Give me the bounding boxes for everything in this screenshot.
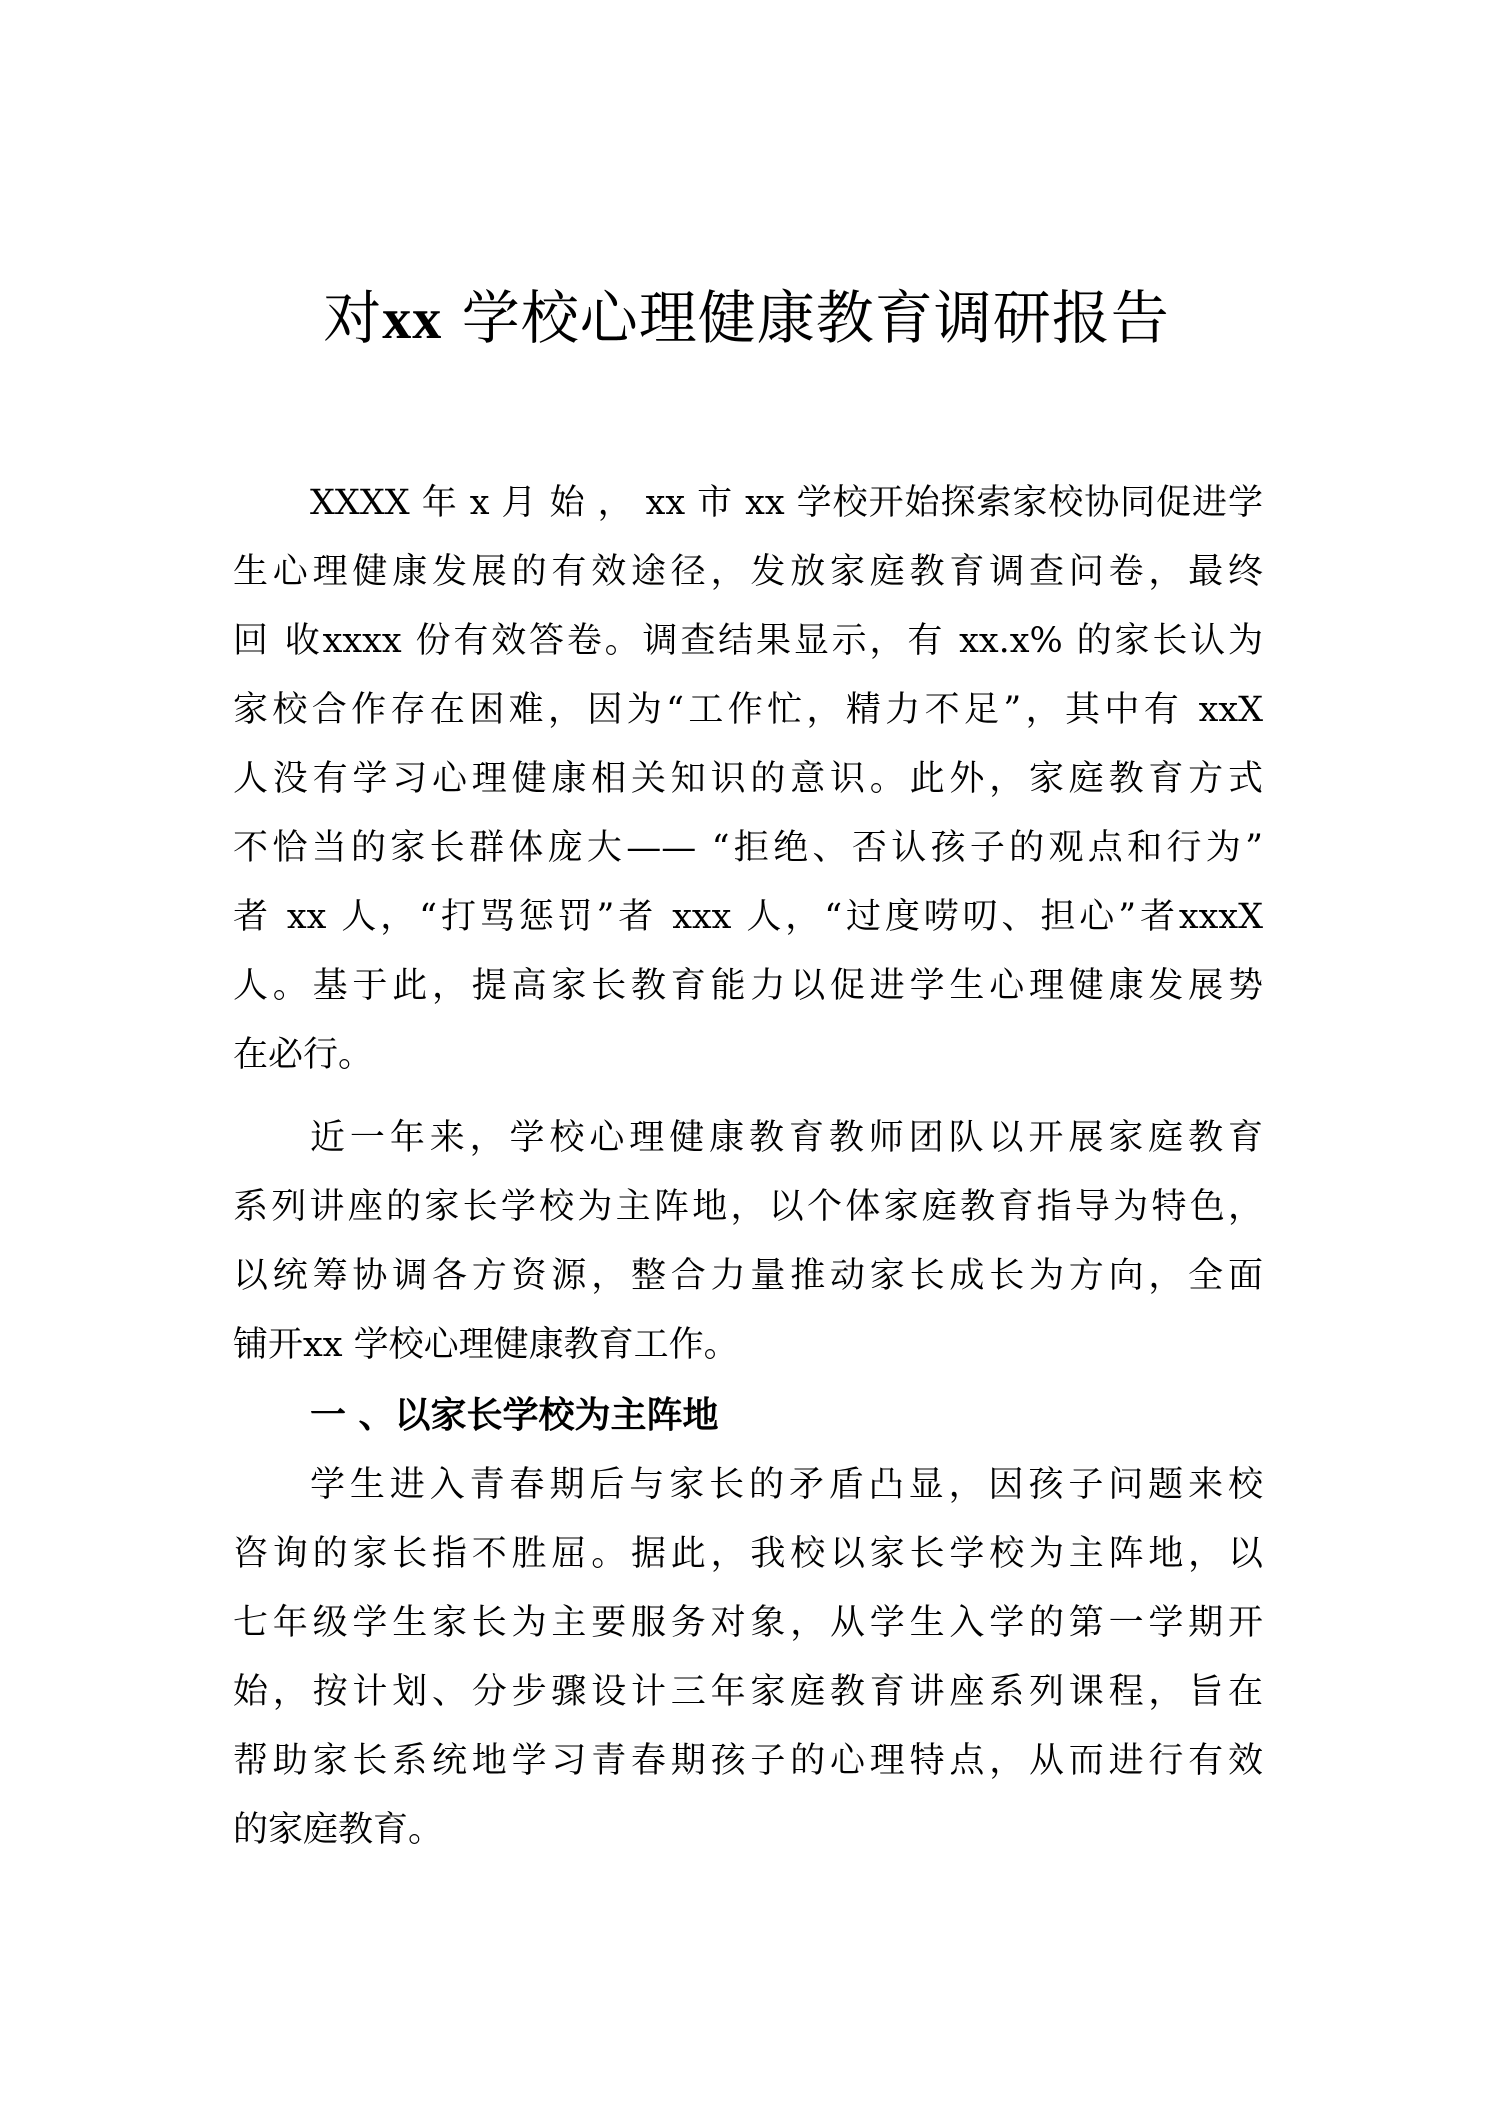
paragraph-1-line-3: 回 收xxxx 份有效答卷。调查结果显示，有 xx.x% 的家长认为	[233, 621, 1263, 661]
paragraph-2-line-1: 近一年来，学校心理健康教育教师团队以开展家庭教育	[310, 1118, 1263, 1158]
paragraph-2-line-2: 系列讲座的家长学校为主阵地，以个体家庭教育指导为特色，	[233, 1187, 1263, 1227]
section-paragraph-line-5: 帮助家长系统地学习青春期孩子的心理特点，从而进行有效	[233, 1741, 1263, 1781]
paragraph-2-line-3: 以统筹协调各方资源，整合力量推动家长成长为方向，全面	[233, 1256, 1263, 1296]
title-school-placeholder: xx	[382, 286, 443, 351]
paragraph-1-line-4: 家校合作存在困难，因为“工作忙，精力不足”，其中有 xxX	[233, 690, 1263, 730]
paragraph-2-line-4: 铺开xx 学校心理健康教育工作。	[233, 1325, 739, 1365]
paragraph-1-line-1: XXXX 年 x 月 始 ， xx 市 xx 学校开始探索家校协同促进学	[310, 483, 1263, 523]
paragraph-1-line-7: 者 xx 人，“打骂惩罚”者 xxx 人，“过度唠叨、担心”者xxxX	[233, 897, 1263, 937]
paragraph-1-line-8: 人。基于此，提高家长教育能力以促进学生心理健康发展势	[233, 966, 1263, 1006]
paragraph-1-line-5: 人没有学习心理健康相关知识的意识。此外，家庭教育方式	[233, 759, 1263, 799]
paragraph-1-line-6: 不恰当的家长群体庞大—— “拒绝、否认孩子的观点和行为”	[233, 828, 1263, 868]
title-prefix: 对	[323, 284, 383, 352]
section-paragraph-line-6: 的家庭教育。	[233, 1810, 444, 1850]
paragraph-1-line-2: 生心理健康发展的有效途径，发放家庭教育调查问卷，最终	[233, 552, 1263, 592]
section-paragraph-line-4: 始，按计划、分步骤设计三年家庭教育讲座系列课程，旨在	[233, 1672, 1263, 1712]
section-paragraph-line-2: 咨询的家长指不胜屈。据此，我校以家长学校为主阵地，以	[233, 1534, 1263, 1574]
section-heading: 一 、以家长学校为主阵地	[310, 1395, 719, 1436]
section-paragraph-line-3: 七年级学生家长为主要服务对象，从学生入学的第一学期开	[233, 1603, 1263, 1643]
section-paragraph-line-1: 学生进入青春期后与家长的矛盾凸显，因孩子问题来校	[310, 1465, 1263, 1505]
paragraph-1-line-9: 在必行。	[233, 1035, 374, 1075]
title-suffix: 学校心理健康教育调研报告	[442, 284, 1170, 352]
document-title	[0, 283, 1493, 354]
